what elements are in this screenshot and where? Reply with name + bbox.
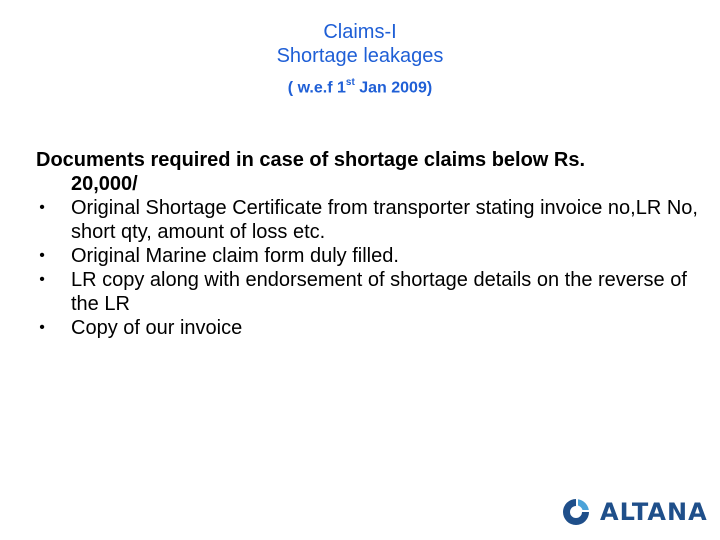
effective-date-prefix: ( w.e.f 1 (287, 79, 346, 97)
bullet-icon: • (39, 319, 45, 336)
bullet-icon: • (39, 199, 45, 216)
documents-heading-line1: Documents required in case of shortage claims below Rs. (36, 149, 586, 171)
documents-list (36, 196, 712, 340)
list-item (36, 244, 712, 268)
list-item (36, 316, 712, 340)
altana-logo-text: ALTANA (600, 498, 708, 526)
slide-subtitle: Shortage leakages (276, 45, 444, 67)
documents-heading (36, 148, 712, 196)
bullet-icon: • (39, 271, 45, 288)
list-item (36, 268, 712, 316)
effective-date-ordinal: st (345, 77, 355, 88)
altana-logo-mark-icon (560, 496, 592, 528)
altana-logo (560, 494, 708, 530)
slide-title-block (0, 20, 720, 98)
list-item-text: Copy of our invoice (71, 317, 243, 339)
slide-content (36, 148, 712, 340)
slide-title: Claims-I (323, 21, 397, 43)
list-item-text: Original Shortage Certificate from transporter stating invoice no,LR No, short qty, amount of loss etc. (71, 197, 698, 243)
bullet-icon: • (39, 247, 45, 264)
documents-heading-line2: 20,000/ (71, 173, 138, 195)
effective-date (0, 74, 720, 98)
list-item-text: LR copy along with endorsement of shortage details on the reverse of the LR (71, 269, 687, 315)
list-item-text: Original Marine claim form duly filled. (71, 245, 399, 267)
effective-date-suffix: Jan 2009) (354, 79, 433, 97)
list-item (36, 196, 712, 244)
